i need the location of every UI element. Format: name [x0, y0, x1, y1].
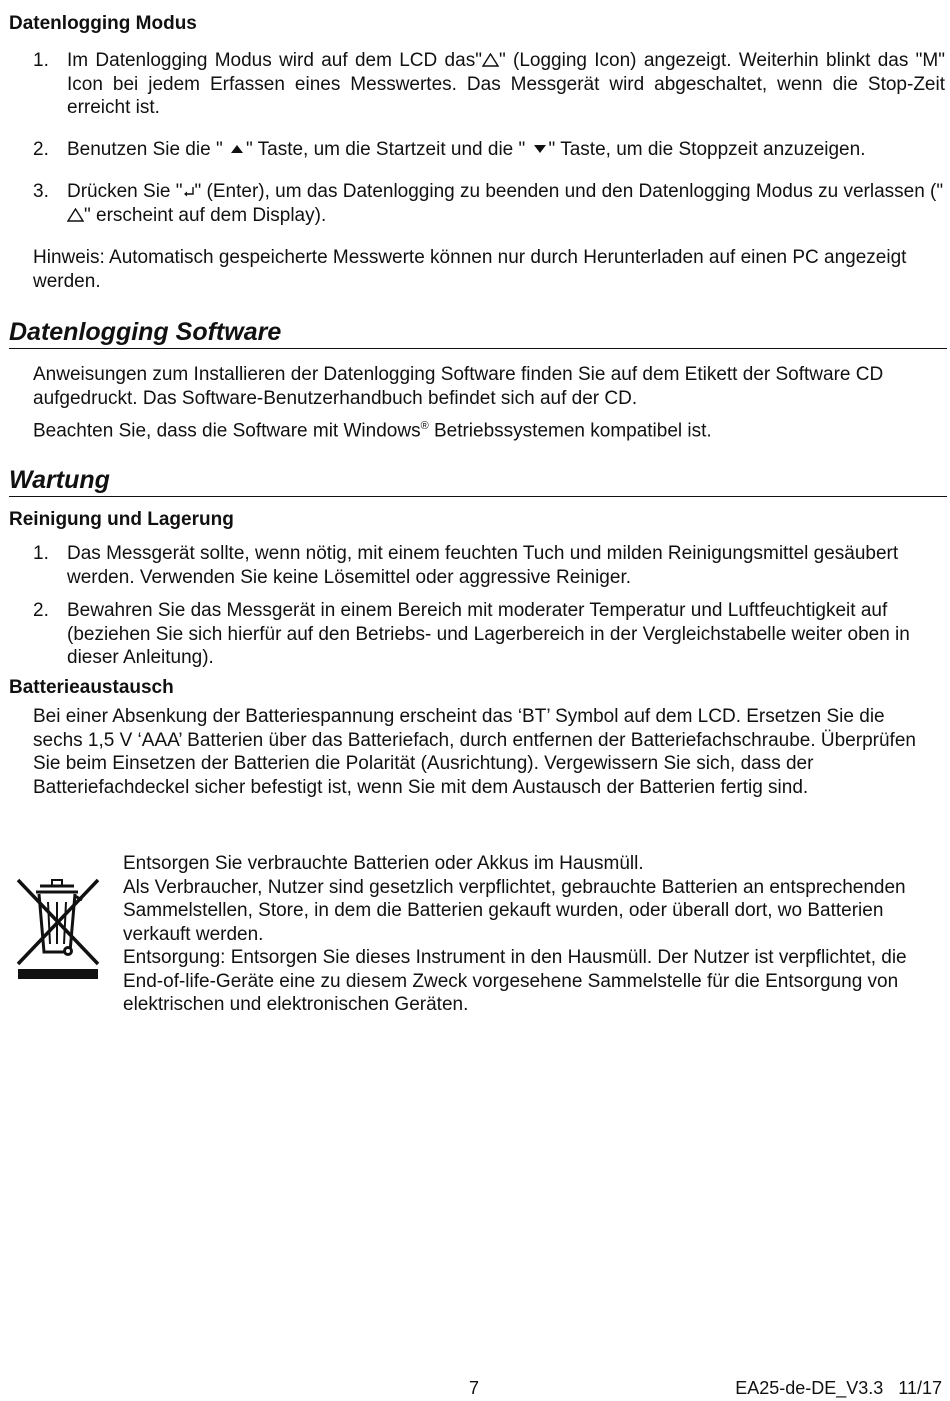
software-paragraph: Anweisungen zum Installieren der Datenlogging Software finden Sie auf dem Etikett der Software CD aufgedruckt. Das Software-Benutzerhandbuch befindet sich auf der CD.: [33, 364, 884, 409]
disposal-text: [123, 852, 943, 1017]
text-fragment: " erscheint auf dem Display).: [84, 204, 327, 226]
up-arrow-icon: [230, 144, 244, 154]
battery-paragraph: Bei einer Absenkung der Batteriespannung erscheint das ‘BT’ Symbol auf dem LCD. Ersetzen Sie die sechs 1,5 V ‘AAA’ Batterien über das Batteriefach, durch entfernen der Batteriefachschraube. Überprüfen Sie beim Einsetzen der Batterien die Polarität (Ausrichtung). Vergewissern Sie sich, dass der Batteriefachdeckel sicher befestigt ist, wenn Sie mit dem Austausch der Batterien fertig sind.: [33, 706, 916, 798]
maintenance-section-heading: Wartung: [9, 465, 947, 497]
list-text: Das Messgerät sollte, wenn nötig, mit einem feuchten Tuch und milden Reinigungsmittel gesäubert werden. Verwenden Sie keine Lösemittel oder aggressive Reiniger.: [67, 543, 899, 588]
text-fragment: " Taste, um die Startzeit und die ": [245, 139, 531, 160]
list-number: 3.: [33, 181, 49, 202]
text-fragment: Betriebssystemen kompatibel ist.: [428, 420, 712, 442]
note-paragraph: Hinweis: Automatisch gespeicherte Messwerte können nur durch Herunterladen auf einen PC angezeigt werden.: [33, 247, 907, 292]
text-fragment: " (Enter), um das Datenlogging zu beenden und den Datenlogging Modus zu verlassen (": [194, 181, 944, 202]
list-item: [33, 180, 945, 227]
list-item: [33, 542, 945, 589]
list-number: 2.: [33, 139, 49, 160]
text-fragment: Beachten Sie, dass die Software mit Windows: [33, 420, 421, 442]
logging-triangle-icon: [482, 53, 499, 67]
list-text: [67, 180, 945, 227]
software-section-heading: Datenlogging Software: [9, 317, 947, 349]
disposal-line: Als Verbraucher, Nutzer sind gesetzlich verpflichtet, gebrauchte Batterien an entsprechenden Sammelstellen, Store, in dem die Batterien gekauft wurden, oder überall dort, wo Batterien verkauft werden.: [123, 876, 906, 945]
down-arrow-icon: [533, 144, 547, 154]
list-text: [67, 49, 945, 120]
list-item: [33, 49, 945, 120]
page-number: 7: [469, 1378, 480, 1398]
text-fragment: Im Datenlogging Modus wird auf dem LCD das": [67, 50, 482, 71]
text-fragment: Benutzen Sie die ": [67, 139, 228, 160]
enter-icon: [183, 186, 195, 198]
text-fragment: " Taste, um die Stoppzeit anzuzeigen.: [548, 139, 866, 160]
cleaning-heading: Reinigung und Lagerung: [9, 509, 234, 530]
list-number: 1.: [33, 543, 49, 564]
disposal-line: Entsorgen Sie verbrauchte Batterien oder Akkus im Hausmüll.: [123, 853, 644, 874]
text-fragment: Drücken Sie ": [67, 181, 183, 202]
software-compat-paragraph: [33, 415, 943, 443]
list-number: 2.: [33, 600, 49, 621]
battery-heading: Batterieaustausch: [9, 677, 174, 698]
crossed-out-wheelie-bin-icon: [12, 872, 104, 984]
disposal-line: Entsorgung: Entsorgen Sie dieses Instrument in den Hausmüll. Der Nutzer ist verpflichtet, die End-of-life-Geräte eine zu diesem Zweck vorgesehene Sammelstelle für die Entsorgung von elektrischen und elektronischen Geräten.: [123, 947, 907, 1015]
list-text: [67, 138, 945, 162]
list-item: [33, 138, 945, 162]
logging-triangle-icon: [67, 208, 84, 222]
list-item: [33, 599, 945, 670]
document-id: EA25-de-DE_V3.3 11/17: [735, 1378, 942, 1398]
datalogging-mode-heading: Datenlogging Modus: [9, 13, 197, 34]
list-number: 1.: [33, 50, 49, 71]
list-text: Bewahren Sie das Messgerät in einem Bereich mit moderater Temperatur und Luftfeuchtigkeit auf (beziehen Sie sich hierfür auf den Betriebs- und Lagerbereich in der Vergleichstabelle weiter oben in dieser Anleitung).: [67, 600, 910, 668]
registered-mark: ®: [420, 420, 429, 432]
text-fragment: " (Logging Icon) angezeigt. Weiterhin blinkt das "M" Icon bei jedem Erfassen eines Messwertes. Das Messgerät wird abgeschaltet, wenn die Stop-Zeit erreicht ist.: [67, 50, 945, 118]
